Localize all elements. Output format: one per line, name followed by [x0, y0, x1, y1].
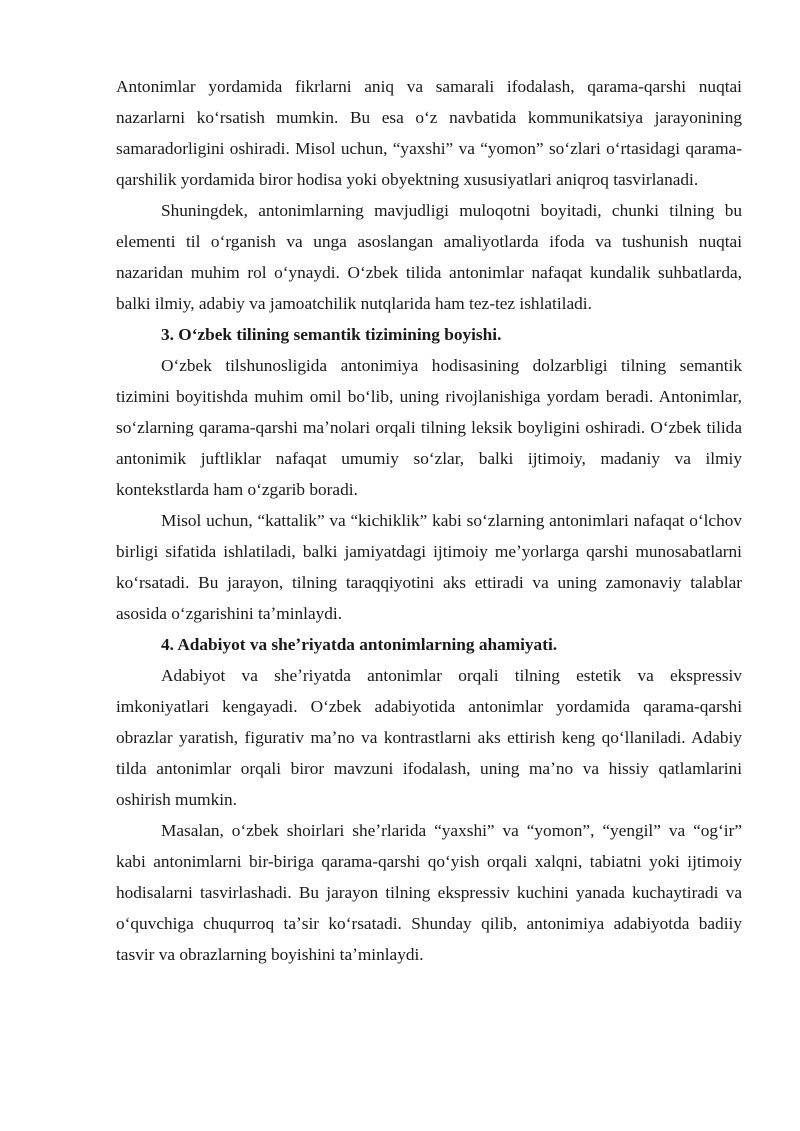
- section-heading-4: 4. Adabiyot va sheʼriyatda antonimlarning ahamiyati.: [161, 635, 558, 654]
- paragraph-poets-example: Masalan, oʻzbek shoirlari sheʼrlarida “yaxshi” va “yomon”, “yengil” va “ogʻir” kabi antonimlarni bir-biriga qarama-qarshi qoʻyish orqali xalqni, tabiatni yoki ijtimoiy hodisalarni tasvirlashadi. Bu jarayon tilning ekspressiv kuchini yanada kuchaytiradi va oʻquvchiga chuqurroq taʼsir koʻrsatadi. Shunday qilib, antonimiya adabiyotda badiiy tasvir va obrazlarning boyishini taʼminlaydi.: [116, 821, 742, 964]
- paragraph-communication: Shuningdek, antonimlarning mavjudligi muloqotni boyitadi, chunki tilning bu elementi til oʻrganish va unga asoslangan amaliyotlarda ifoda va tushunish nuqtai nazaridan muhim rol oʻynaydi. Oʻzbek tilida antonimlar nafaqat kundalik suhbatlarda, balki ilmiy, adabiy va jamoatchilik nutqlarida ham tez-tez ishlatiladi.: [116, 201, 742, 313]
- document-page: [116, 71, 742, 970]
- paragraph-example-size: Misol uchun, “kattalik” va “kichiklik” kabi soʻzlarning antonimlari nafaqat oʻlchov birligi sifatida ishlatiladi, balki jamiyatdagi ijtimoiy meʼyorlarga qarshi munosabatlarni koʻrsatadi. Bu jarayon, tilning taraqqiyotini aks ettiradi va uning zamonaviy talablar asosida oʻzgarishini taʼminlaydi.: [116, 511, 742, 623]
- paragraph-intro: Antonimlar yordamida fikrlarni aniq va samarali ifodalash, qarama-qarshi nuqtai nazarlarni koʻrsatish mumkin. Bu esa oʻz navbatida kommunikatsiya jarayonining samaradorligini oshiradi. Misol uchun, “yaxshi” va “yomon” soʻzlari oʻrtasidagi qarama-qarshilik yordamida biror hodisa yoki obyektning xususiyatlari aniqroq tasvirlanadi.: [116, 77, 742, 189]
- section-heading-3: 3. Oʻzbek tilining semantik tizimining boyishi.: [161, 325, 502, 344]
- paragraph-literature: Adabiyot va sheʼriyatda antonimlar orqali tilning estetik va ekspressiv imkoniyatlari kengayadi. Oʻzbek adabiyotida antonimlar yordamida qarama-qarshi obrazlar yaratish, figurativ maʼno va kontrastlarni aks ettirish keng qoʻllaniladi. Adabiy tilda antonimlar orqali biror mavzuni ifodalash, uning maʼno va hissiy qatlamlarini oshirish mumkin.: [116, 666, 742, 809]
- paragraph-semantic-system: Oʻzbek tilshunosligida antonimiya hodisasining dolzarbligi tilning semantik tizimini boyitishda muhim omil boʻlib, uning rivojlanishiga yordam beradi. Antonimlar, soʻzlarning qarama-qarshi maʼnolari orqali tilning leksik boyligini oshiradi. Oʻzbek tilida antonimik juftliklar nafaqat umumiy soʻzlar, balki ijtimoiy, madaniy va ilmiy kontekstlarda ham oʻzgarib boradi.: [116, 356, 742, 499]
